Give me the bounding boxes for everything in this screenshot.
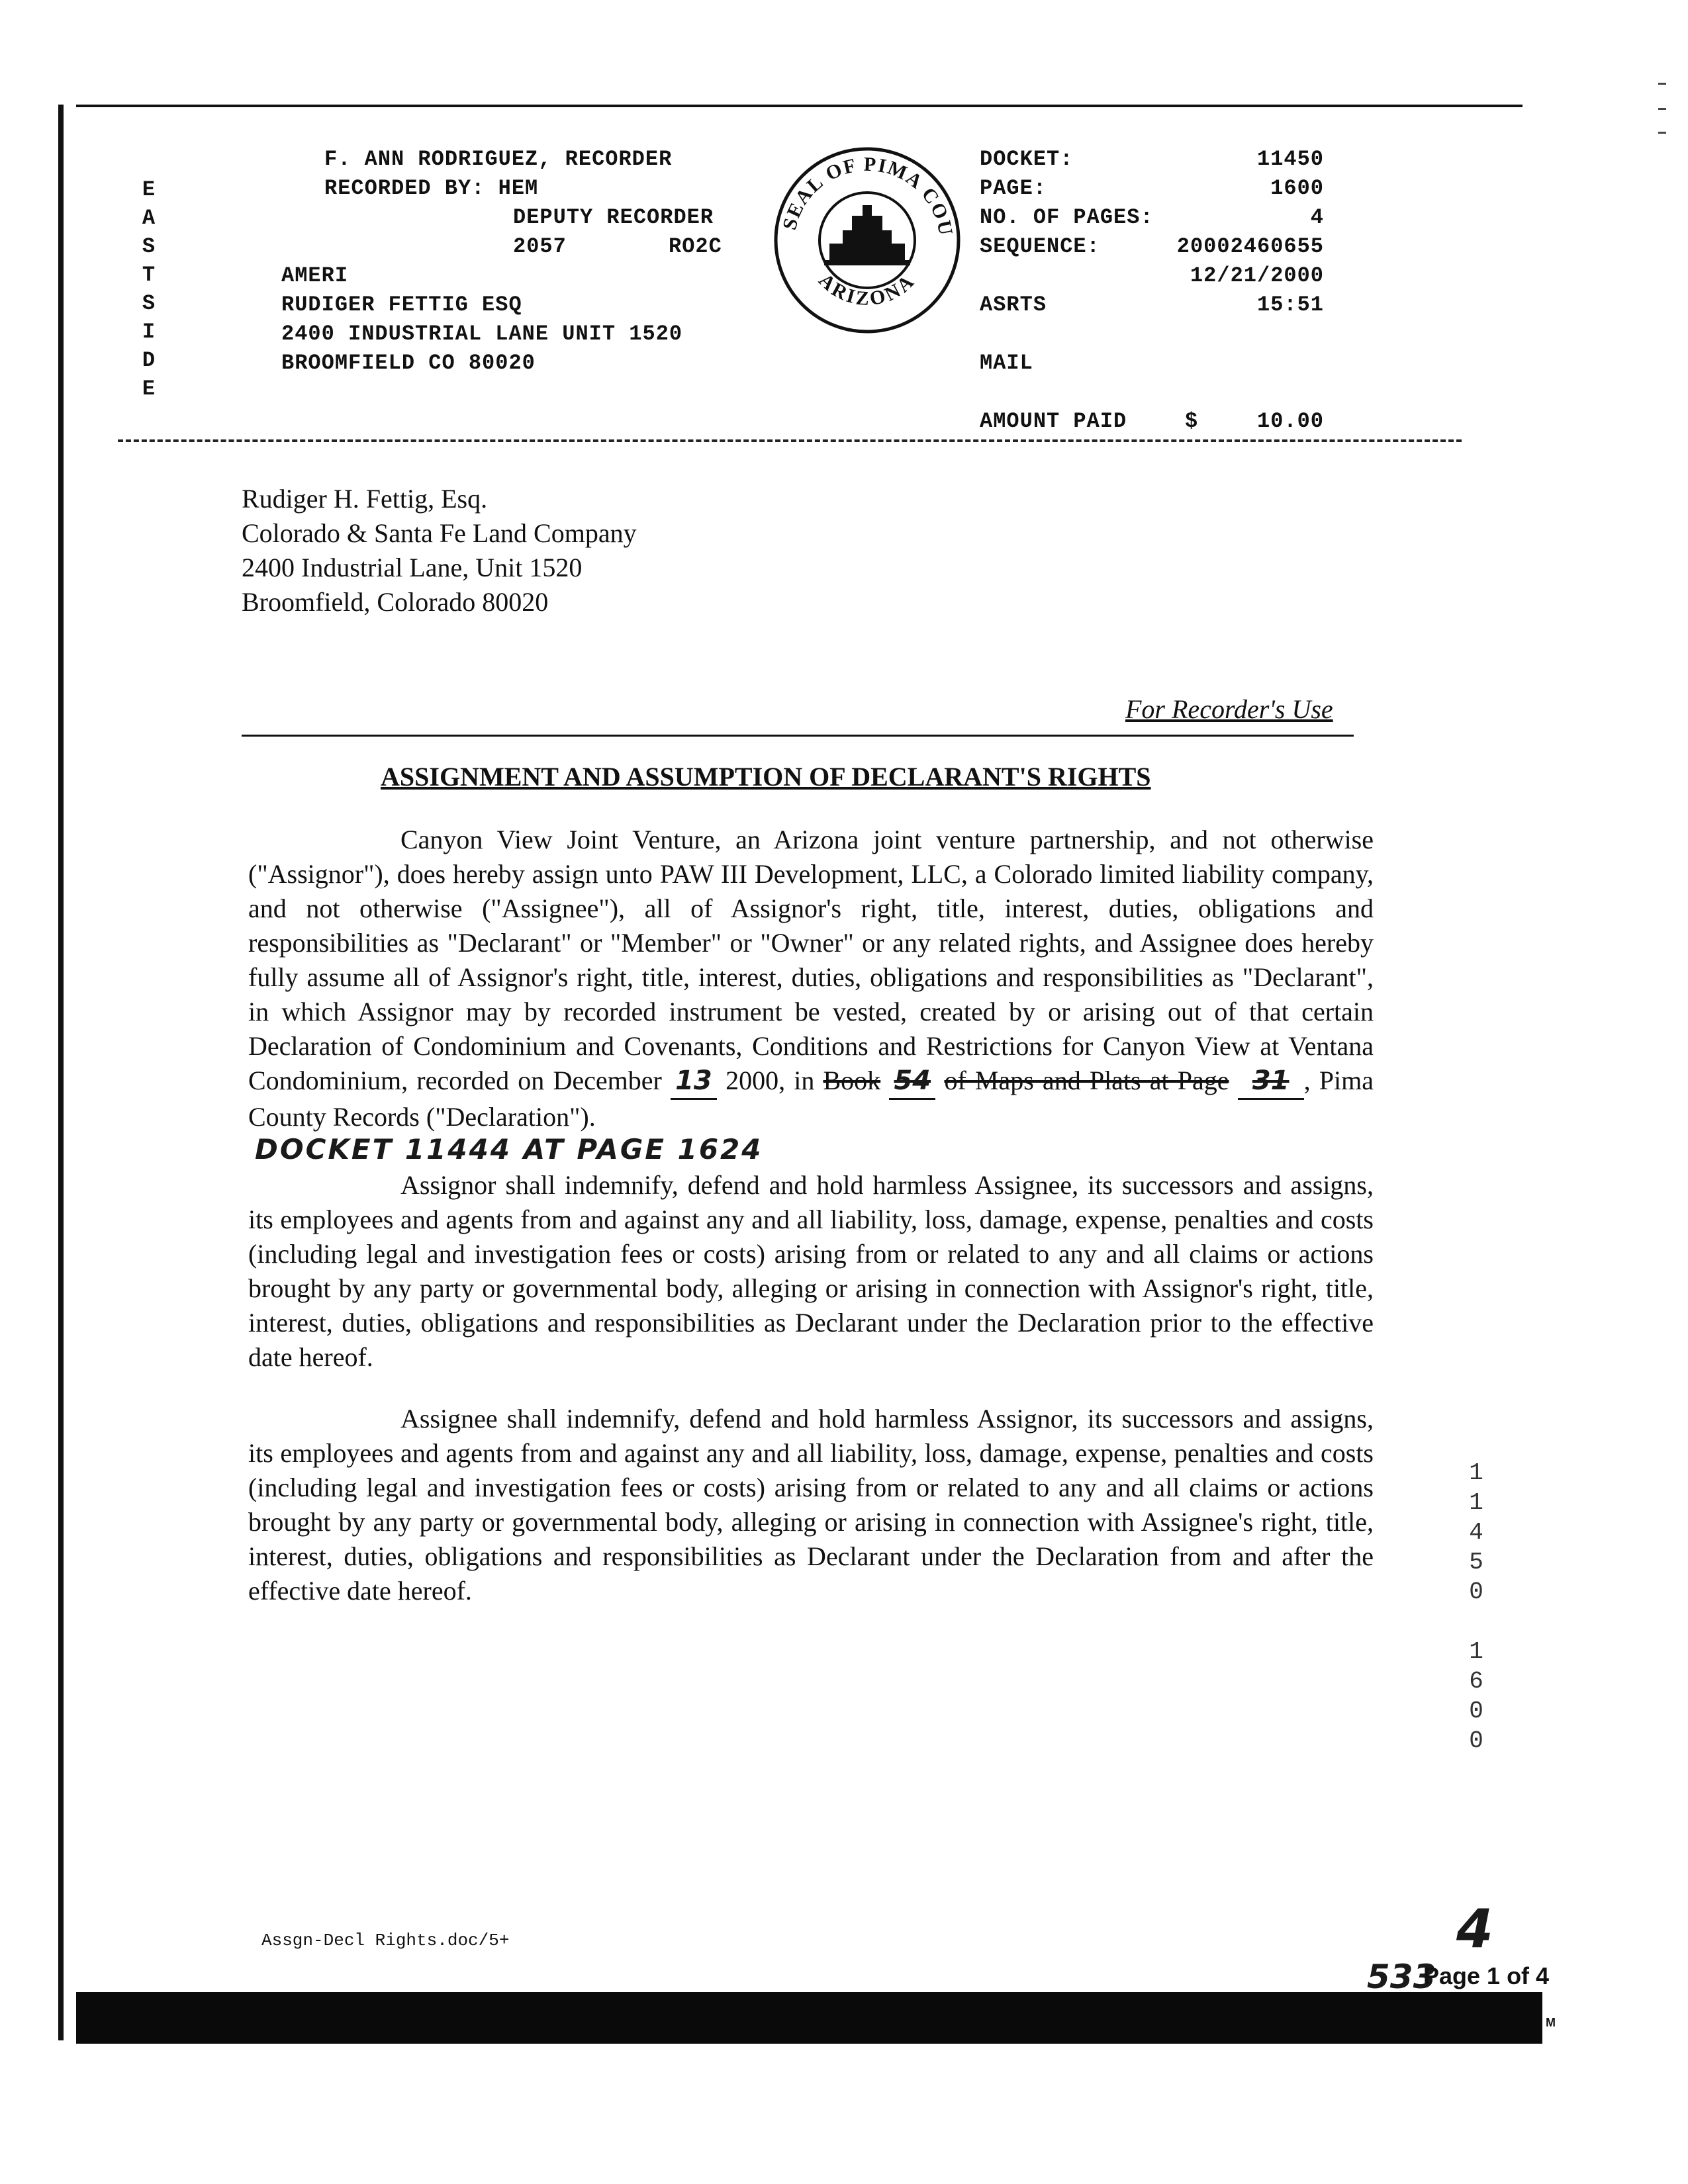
address-line: 2400 Industrial Lane, Unit 1520 [242, 553, 583, 582]
no-of-pages-label: NO. OF PAGES: [980, 205, 1154, 230]
amount-currency: $ [1185, 409, 1199, 433]
corner-mark: M [1546, 2016, 1556, 2029]
docket-value: 11450 [1256, 147, 1324, 171]
side-letter: S [142, 234, 156, 259]
address-line: Colorado & Santa Fe Land Company [242, 518, 637, 548]
left-scan-border [58, 105, 64, 2040]
svg-text:ARIZONA [814, 269, 919, 310]
struck-book-label: Book [823, 1066, 881, 1095]
recorders-use-rule [242, 735, 1354, 737]
sequence-value: 20002460655 [1176, 234, 1324, 259]
margin-digit: 1 [1469, 1459, 1483, 1486]
page-value: 1600 [1270, 176, 1324, 201]
footer-filename: Assgn-Decl Rights.doc/5+ [261, 1931, 510, 1950]
asrts-label: ASRTS [980, 293, 1047, 317]
assignment-year: 2000, in [726, 1066, 815, 1095]
recorder-name: F. ANN RODRIGUEZ, RECORDER [324, 147, 673, 171]
document-title: ASSIGNMENT AND ASSUMPTION OF DECLARANT'S RIGHTS [381, 762, 1151, 792]
return-to-line: BROOMFIELD CO 80020 [281, 351, 536, 375]
seal-building-icon [824, 205, 910, 265]
struck-maps-text: of Maps and Plats at Page [944, 1066, 1229, 1095]
address-line: Broomfield, Colorado 80020 [242, 587, 549, 617]
paragraph-assignee-indemnity [248, 1402, 1374, 1608]
margin-digit: 0 [1469, 1698, 1483, 1725]
edge-marks [1658, 83, 1671, 136]
recorder-code: 2057 [513, 234, 567, 259]
pima-county-seal [771, 144, 963, 336]
margin-digit: 1 [1469, 1638, 1483, 1665]
seal-top-text: SEAL OF PIMA COU [778, 153, 957, 238]
side-letter: E [142, 377, 156, 401]
side-letter: A [142, 206, 156, 230]
amount-paid-value: 10.00 [1256, 409, 1324, 433]
handwritten-day: 13 [671, 1064, 717, 1100]
stamp-divider [118, 439, 1462, 442]
side-letter: D [142, 348, 156, 373]
seal-bottom-text: ARIZONA [814, 269, 920, 310]
margin-digit: 4 [1469, 1519, 1483, 1546]
top-rule [76, 105, 1523, 107]
recording-time: 15:51 [1256, 293, 1324, 317]
assignment-text: Canyon View Joint Venture, an Arizona joint venture partnership, and not otherwise ("Assignor"), does hereby assign unto PAW III Development, LLC, a Colorado limited liability company, and not otherwise ("Assignee"), all of Assignor's right, title, interest, duties, obligations and responsibilities as "Declarant" or "Member" or "Owner" or any related rights, and Assignee does hereby fully assume all of Assignor's right, title, interest, duties, obligations and responsibilities as "Declarant", in which Assignor may by recorded instrument be vested, created by or arising out of that certain Declaration of Condominium and Covenants, Conditions and Restrictions for Canyon View at Ventana Condominium, recorded on December [248, 825, 1374, 1095]
address-line: Rudiger H. Fettig, Esq. [242, 484, 488, 514]
side-letter: I [142, 320, 156, 344]
margin-digit: 0 [1469, 1578, 1483, 1606]
margin-digit: 6 [1469, 1668, 1483, 1695]
handwritten-number: 533 [1367, 1958, 1436, 1996]
recorders-use-label: For Recorder's Use [1125, 694, 1333, 724]
no-of-pages-value: 4 [1310, 205, 1324, 230]
station-code: RO2C [669, 234, 722, 259]
side-letter: E [142, 177, 156, 202]
return-to-line: 2400 INDUSTRIAL LANE UNIT 1520 [281, 322, 683, 346]
assignor-indemnity-text: Assignor shall indemnify, defend and hold harmless Assignee, its successors and assigns, its employees and agents from and against any and all liability, loss, damage, expense, penalties and costs (including legal and investigation fees or costs) arising from or related to any and all claims or actions brought by any party or governmental body, alleging or arising in connection with Assignor's right, title, interest, duties, obligations and responsibilities as Declarant under the Declaration prior to the effective date hereof. [248, 1170, 1374, 1372]
recorded-by: RECORDED BY: HEM [324, 176, 539, 201]
handwritten-docket-correction: DOCKET 11444 AT PAGE 1624 [255, 1133, 763, 1165]
recording-date: 12/21/2000 [1190, 263, 1324, 288]
mail-label: MAIL [980, 351, 1033, 375]
struck-book-number: 54 [889, 1064, 935, 1100]
assignee-indemnity-text: Assignee shall indemnify, defend and hold harmless Assignor, its successors and assigns, its employees and agents from and against any and all liability, loss, damage, expense, penalties and costs (including legal and investigation fees or costs) arising from or related to any and all claims or actions brought by any party or governmental body, alleging or arising in connection with Assignee's right, title, interest, duties, obligations and responsibilities as Declarant under the Declaration from and after the effective date hereof. [248, 1404, 1374, 1606]
page-count: Page 1 of 4 [1423, 1962, 1550, 1989]
side-letter: S [142, 291, 156, 316]
docket-label: DOCKET: [980, 147, 1074, 171]
return-to-line: AMERI [281, 263, 349, 288]
side-letter: T [142, 263, 156, 287]
page-label: PAGE: [980, 176, 1047, 201]
return-to-line: RUDIGER FETTIG ESQ [281, 293, 522, 317]
margin-digit: 1 [1469, 1489, 1483, 1516]
margin-digit: 5 [1469, 1549, 1483, 1576]
sequence-label: SEQUENCE: [980, 234, 1100, 259]
paragraph-assignment [248, 823, 1374, 1134]
margin-digit: 0 [1469, 1727, 1483, 1754]
amount-paid-label: AMOUNT PAID [980, 409, 1127, 433]
paragraph-assignor-indemnity [248, 1168, 1374, 1375]
records-reference: , Pima County Records ("Declaration"). [248, 1066, 1374, 1132]
deputy-recorder: DEPUTY RECORDER [513, 205, 714, 230]
handwritten-page-number: 4 [1456, 1898, 1493, 1960]
struck-page-number: 31 [1238, 1064, 1304, 1100]
bottom-scan-border [76, 1992, 1542, 2044]
